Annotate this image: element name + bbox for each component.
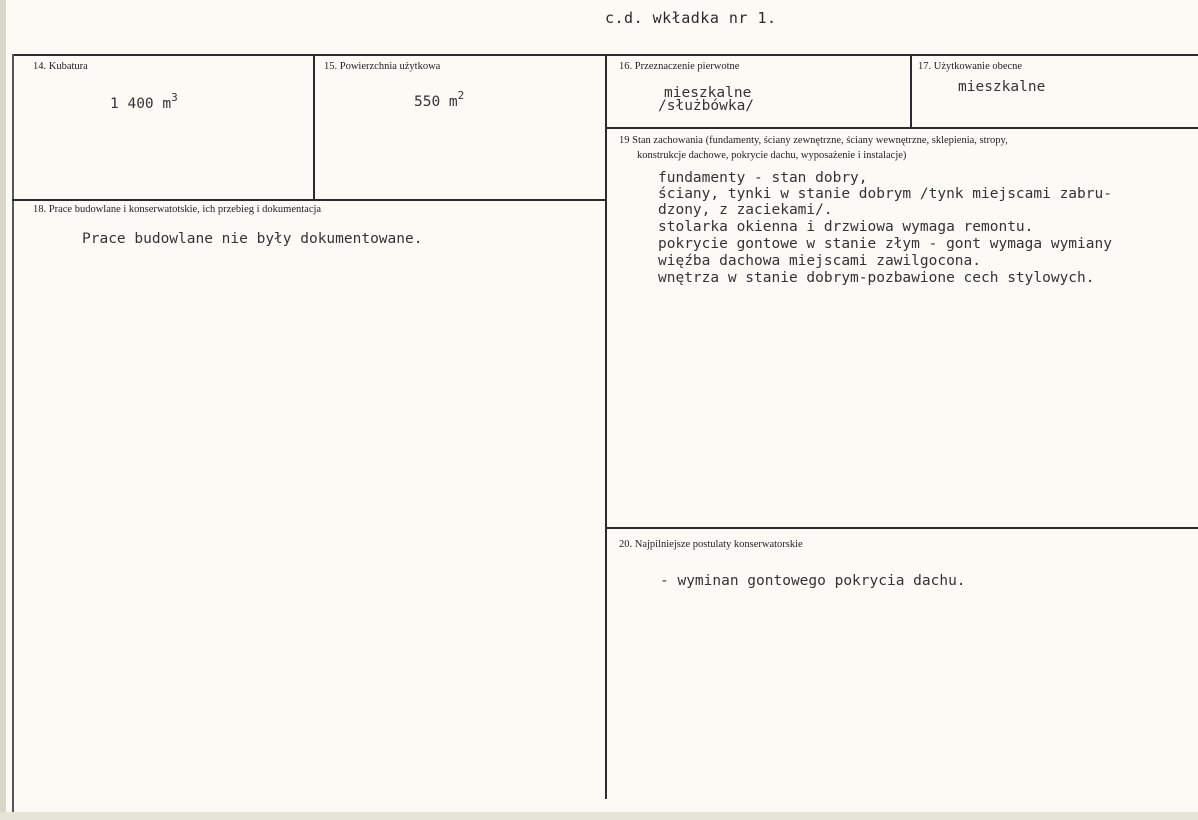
field-15-number: 550 m (414, 94, 458, 110)
rule-above-20 (606, 527, 1198, 529)
field-15-value (414, 88, 464, 110)
field-19-label-line-2: konstrukcje dachowe, pokrycie dachu, wyposażenie i instalacje) (637, 150, 907, 161)
center-divider (605, 55, 607, 799)
scan-bottom-edge (0, 812, 1198, 820)
field-20-label: 20. Najpilniejsze postulaty konserwatorskie (619, 539, 803, 550)
field-14-exponent: 3 (171, 91, 178, 104)
scan-left-edge (0, 0, 6, 820)
field-20-value: - wyminan gontowego pokrycia dachu. (660, 573, 966, 589)
field-18-value: Prace budowlane nie były dokumentowane. (82, 231, 423, 247)
field-19-line-7: wnętrza w stanie dobrym-pozbawione cech stylowych. (658, 270, 1095, 286)
field-16-label: 16. Przeznaczenie pierwotne (619, 61, 740, 72)
field-16-line-1: mieszkalne (664, 85, 752, 101)
field-19-line-2: ściany, tynki w stanie dobrym /tynk miejscami zabru- (658, 186, 1112, 202)
rule-above-19 (606, 127, 1198, 129)
field-14-label: 14. Kubatura (33, 61, 88, 72)
field-15-label: 15. Powierzchnia użytkowa (324, 61, 441, 72)
continuation-header: c.d. wkładka nr 1. (605, 9, 777, 27)
field-14-number: 1 400 m (110, 96, 172, 112)
left-frame-line (12, 54, 14, 812)
divider-14-15 (313, 55, 315, 200)
field-19-line-5: pokrycie gontowe w stanie złym - gont wymaga wymiany (658, 236, 1112, 252)
field-17-label: 17. Użytkowanie obecne (918, 61, 1023, 72)
divider-16-17 (910, 55, 912, 127)
field-18-label: 18. Prace budowlane i konserwatotskie, ich przebieg i dokumentacja (33, 204, 322, 215)
field-16-line-2: /służbówka/ (658, 98, 755, 114)
field-19-label-line-1: 19 Stan zachowania (fundamenty, ściany zewnętrzne, ściany wewnętrzne, sklepienia, stropy, (619, 135, 1008, 146)
field-17-value: mieszkalne (958, 79, 1046, 95)
field-14-value (110, 90, 178, 112)
field-19-line-1: fundamenty - stan dobry, (658, 170, 868, 186)
field-19-line-4: stolarka okienna i drzwiowa wymaga remontu. (658, 219, 1034, 235)
field-19-line-6: więźba dachowa miejscami zawilgocona. (658, 253, 982, 269)
field-19-line-3: dzony, z zaciekami/. (658, 202, 833, 218)
rule-above-18 (12, 199, 606, 201)
field-15-exponent: 2 (457, 89, 465, 102)
